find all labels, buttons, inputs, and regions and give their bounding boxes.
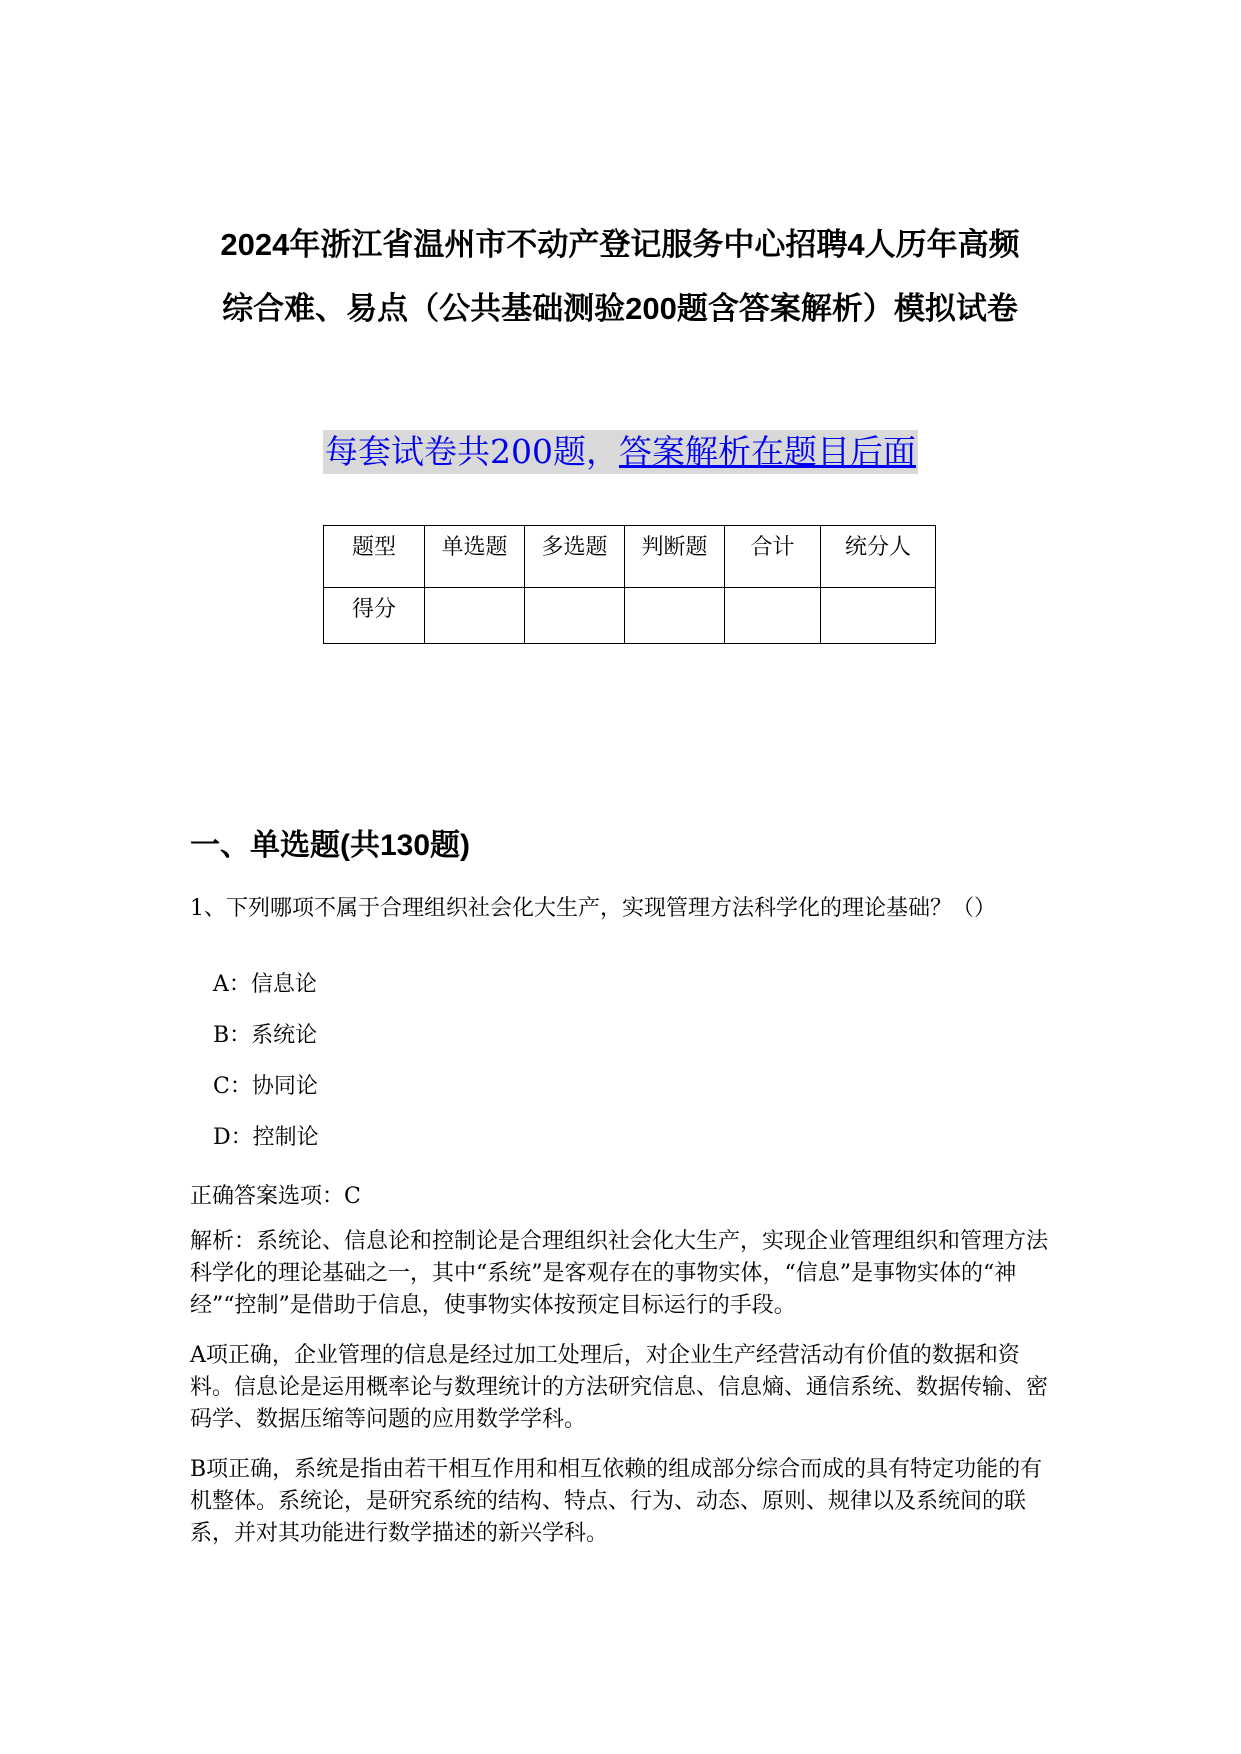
score-table [323, 525, 936, 644]
subtitle-banner [0, 430, 1241, 474]
score-table-score-row [324, 588, 936, 644]
option-a: A：信息论 [213, 972, 317, 997]
title-line-2: 综合难、易点（公共基础测验200题含答案解析）模拟试卷 [222, 291, 1018, 326]
correct-answer: 正确答案选项：C [190, 1184, 361, 1209]
score-cell-judgement [625, 588, 725, 644]
header-cell-single: 单选题 [425, 526, 525, 588]
subtitle [323, 430, 918, 474]
document-title [190, 213, 1050, 341]
score-table-header-row [324, 526, 936, 588]
analysis-paragraph-3: B项正确，系统是指由若干相互作用和相互依赖的组成部分综合而成的具有特定功能的有机整体。系统论，是研究系统的结构、特点、行为、动态、原则、规律以及系统间的联系，并对其功能进行数学描述的新兴学科。 [190, 1457, 1043, 1546]
score-row-label: 得分 [324, 588, 425, 644]
option-b: B：系统论 [213, 1023, 318, 1048]
analysis-paragraph-2: A项正确，企业管理的信息是经过加工处理后，对企业生产经营活动有价值的数据和资料。信息论是运用概率论与数理统计的方法研究信息、信息熵、通信系统、数据传输、密码学、数据压缩等问题的应用数学学科。 [190, 1343, 1049, 1432]
title-line-1: 2024年浙江省温州市不动产登记服务中心招聘4人历年高频 [220, 227, 1020, 262]
header-cell-multiple: 多选题 [525, 526, 625, 588]
subtitle-text: 每套试卷共200题， [325, 432, 619, 471]
header-cell-type: 题型 [324, 526, 425, 588]
question-stem: 1、下列哪项不属于合理组织社会化大生产，实现管理方法科学化的理论基础？（） [190, 896, 996, 921]
score-cell-total [725, 588, 821, 644]
header-cell-total: 合计 [725, 526, 821, 588]
analysis-paragraph-1: 解析：系统论、信息论和控制论是合理组织社会化大生产，实现企业管理组织和管理方法科学化的理论基础之一，其中“系统”是客观存在的事物实体，“信息”是事物实体的“神经”“控制”是借助于信息，使事物实体按预定目标运行的手段。 [190, 1229, 1049, 1318]
score-cell-multiple [525, 588, 625, 644]
score-cell-single [425, 588, 525, 644]
header-cell-judgement: 判断题 [625, 526, 725, 588]
section-heading: 一、单选题(共130题) [190, 829, 471, 862]
score-cell-scorer [821, 588, 936, 644]
option-d: D：控制论 [213, 1125, 319, 1150]
option-c: C：协同论 [213, 1074, 318, 1099]
answer-location-link[interactable]: 答案解析在题目后面 [619, 432, 916, 471]
header-cell-scorer: 统分人 [821, 526, 936, 588]
